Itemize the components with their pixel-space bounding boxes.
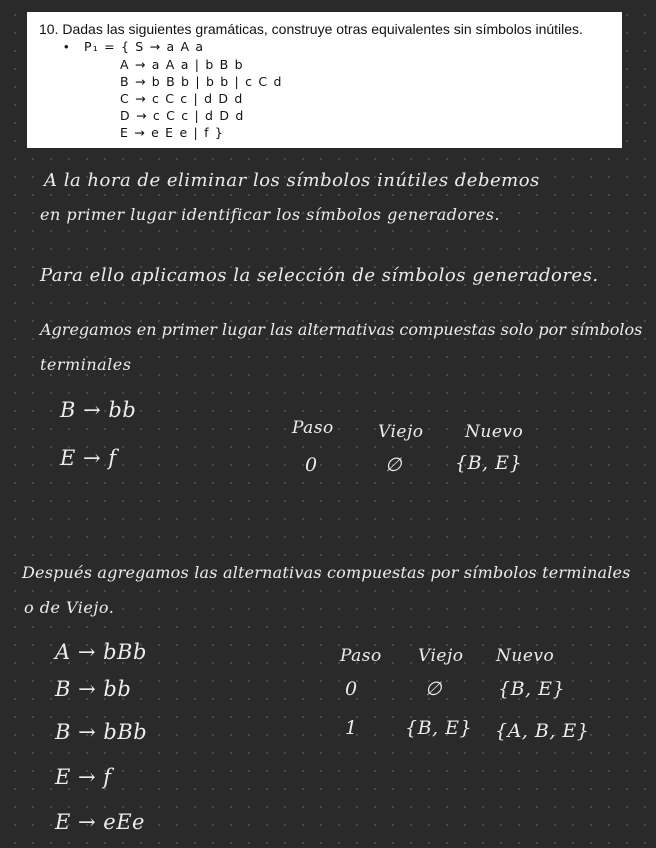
table1-cell: 0 — [305, 454, 318, 476]
table2-cell: ∅ — [425, 678, 443, 700]
table1-header-viejo: Viejo — [378, 422, 424, 442]
note-step2-line2: o de Viejo. — [24, 598, 115, 617]
table1-header-nuevo: Nuevo — [465, 422, 524, 442]
note-step1-line2: terminales — [40, 355, 132, 374]
note-step1-line1: Agregamos en primer lugar las alternativas compuestas solo por símbolos — [40, 320, 643, 339]
step1-rule: B → bb — [60, 398, 137, 422]
step1-rule: E → f — [60, 446, 117, 470]
grammar-rule: P₁ = { S → a A a — [84, 39, 205, 54]
note-method: Para ello aplicamos la selección de símbolos generadores. — [40, 265, 599, 286]
table2-cell: 0 — [345, 678, 358, 700]
table2-cell: {B, E} — [498, 678, 566, 700]
grammar-rule: D → c C c | d D d — [120, 108, 245, 123]
grammar-rule: E → e E e | f } — [120, 125, 225, 140]
table2-cell: 1 — [345, 717, 358, 739]
table2-header-paso: Paso — [340, 646, 382, 666]
pasted-exercise-image — [27, 12, 622, 148]
table2-cell: {A, B, E} — [495, 720, 590, 742]
step2-rule: B → bBb — [55, 720, 148, 744]
note-step2-line1: Después agregamos las alternativas compuestas por símbolos terminales — [22, 563, 631, 582]
step2-rule: E → eEe — [55, 810, 145, 834]
grammar-rule: B → b B b | b b | c C d — [120, 74, 283, 89]
table2-header-viejo: Viejo — [418, 646, 464, 666]
table1-cell: {B, E} — [455, 452, 523, 474]
step2-rule: A → bBb — [55, 640, 147, 664]
table2-header-nuevo: Nuevo — [496, 646, 555, 666]
grammar-rule: C → c C c | d D d — [120, 91, 244, 106]
note-intro-line1: A la hora de eliminar los símbolos inútiles debemos — [44, 170, 540, 191]
step2-rule: E → f — [55, 765, 112, 789]
step2-rule: B → bb — [55, 677, 132, 701]
bullet-icon: • — [64, 39, 69, 54]
exercise-title: 10. Dadas las siguientes gramáticas, construye otras equivalentes sin símbolos inútiles. — [39, 21, 583, 37]
table1-cell: ∅ — [385, 454, 403, 476]
note-intro-line2: en primer lugar identificar los símbolos generadores. — [40, 205, 501, 224]
table2-cell: {B, E} — [405, 717, 473, 739]
grammar-rule: A → a A a | b B b — [120, 57, 244, 72]
table1-header-paso: Paso — [292, 418, 334, 438]
